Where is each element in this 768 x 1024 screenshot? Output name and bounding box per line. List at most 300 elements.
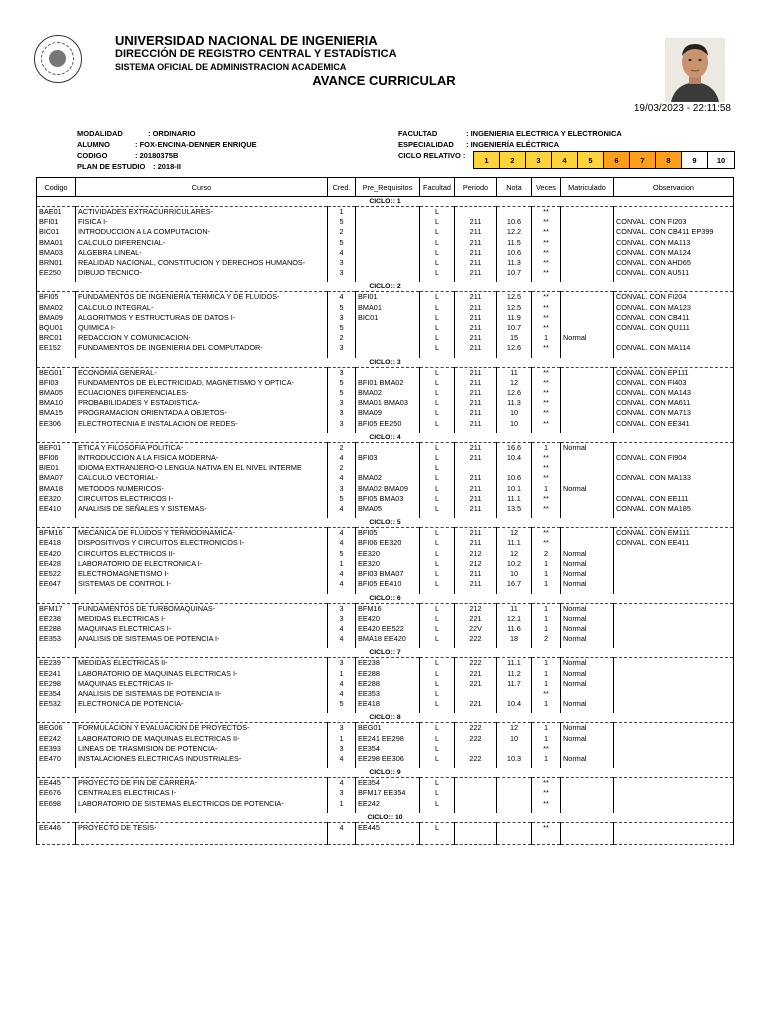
table-row (37, 398, 734, 408)
table-cell: Normal (561, 442, 614, 453)
table-cell (561, 292, 614, 303)
column-header: Nota (497, 178, 532, 197)
table-cell: 222 (455, 634, 497, 644)
table-cell: ** (532, 292, 561, 303)
table-cell: 212 (455, 603, 497, 614)
table-cell: 3 (328, 343, 356, 353)
table-cell (455, 822, 497, 833)
table-cell: BFI05 (37, 292, 76, 303)
table-cell (455, 799, 497, 809)
table-cell: BRN01 (37, 258, 76, 268)
table-cell: 4 (328, 453, 356, 463)
table-cell (614, 207, 734, 218)
student-photo (665, 38, 725, 102)
table-cell: ** (532, 463, 561, 473)
table-cell: ** (532, 788, 561, 798)
ciclo-relativo-label: CICLO RELATIVO : (398, 151, 466, 160)
table-cell: 3 (328, 268, 356, 278)
table-cell: EE647 (37, 579, 76, 589)
table-cell: 4 (328, 569, 356, 579)
table-cell: EE676 (37, 788, 76, 798)
table-cell: 3 (328, 398, 356, 408)
table-cell: LINEAS DE TRASMISION DE POTENCIA- (76, 744, 328, 754)
table-cell: PROGRAMACION ORIENTADA A OBJETOS- (76, 408, 328, 418)
table-cell: BMA18 (37, 484, 76, 494)
table-cell: BEF01 (37, 442, 76, 453)
table-cell: 3 (328, 744, 356, 754)
codigo-value: : 20180375B (135, 151, 179, 160)
table-cell (561, 313, 614, 323)
table-cell: Normal (561, 569, 614, 579)
table-cell: L (420, 303, 455, 313)
table-cell (614, 624, 734, 634)
curriculum-table (36, 177, 734, 845)
table-cell: L (420, 788, 455, 798)
table-cell: BEG06 (37, 723, 76, 734)
table-cell: BMA07 (37, 473, 76, 483)
cycle-box: 10 (708, 152, 734, 168)
table-cell (497, 778, 532, 789)
table-cell: 11 (497, 367, 532, 378)
table-cell: L (420, 419, 455, 429)
table-cell: ANALISIS DE SISTEMAS DE POTENCIA I- (76, 634, 328, 644)
table-cell: 12 (497, 549, 532, 559)
table-row (37, 679, 734, 689)
table-cell: L (420, 388, 455, 398)
table-cell (614, 723, 734, 734)
table-cell: ALGORITMOS Y ESTRUCTURAS DE DATOS I- (76, 313, 328, 323)
table-cell: Normal (561, 679, 614, 689)
table-cell: 1 (532, 699, 561, 709)
table-cell: ** (532, 303, 561, 313)
table-cell: BMA02 (356, 388, 420, 398)
table-cell: 11.1 (497, 538, 532, 548)
table-cell (614, 569, 734, 579)
table-cell: CONVAL. CON MA114 (614, 343, 734, 353)
table-cell (614, 822, 734, 833)
cycle-box: 6 (604, 152, 630, 168)
table-cell: 211 (455, 473, 497, 483)
table-cell: EE320 (356, 549, 420, 559)
table-cell: ** (532, 453, 561, 463)
table-cell: REALIDAD NACIONAL, CONSTITUCION Y DERECHOS HUMANOS- (76, 258, 328, 268)
table-cell (356, 227, 420, 237)
cycle-progress-bar (473, 151, 735, 169)
table-cell: EE420 (37, 549, 76, 559)
table-cell: EE238 (37, 614, 76, 624)
table-cell: L (420, 734, 455, 744)
table-cell: BFI03 (37, 378, 76, 388)
table-cell: CONVAL. CON MA133 (614, 473, 734, 483)
table-cell: 10.4 (497, 453, 532, 463)
table-cell: CALCULO DIFERENCIAL- (76, 238, 328, 248)
table-cell: 10 (497, 419, 532, 429)
table-cell: MAQUINAS ELECTRICAS II- (76, 679, 328, 689)
table-cell: 11.2 (497, 669, 532, 679)
cycle-label: CICLO:: 8 (37, 713, 734, 723)
table-cell: ** (532, 388, 561, 398)
column-header: Observacion (614, 178, 734, 197)
university-name: UNIVERSIDAD NACIONAL DE INGENIERIA (115, 33, 378, 48)
table-cell (561, 419, 614, 429)
table-cell (561, 378, 614, 388)
table-cell (614, 614, 734, 624)
table-cell: EE393 (37, 744, 76, 754)
table-cell: L (420, 744, 455, 754)
table-cell: 12 (497, 723, 532, 734)
table-cell: L (420, 408, 455, 418)
table-cell: Normal (561, 549, 614, 559)
table-cell (455, 778, 497, 789)
table-cell: 16.6 (497, 442, 532, 453)
table-cell: 11.3 (497, 398, 532, 408)
table-cell: 3 (328, 258, 356, 268)
table-cell: L (420, 679, 455, 689)
table-cell: L (420, 484, 455, 494)
table-cell: 211 (455, 367, 497, 378)
table-cell: ** (532, 538, 561, 548)
table-cell: ** (532, 248, 561, 258)
table-cell: ** (532, 227, 561, 237)
table-cell: CONVAL. CON EE411 (614, 538, 734, 548)
table-cell: FUNDAMENTOS DE ELECTRICIDAD, MAGNETISMO Y OPTICA- (76, 378, 328, 388)
table-cell: L (420, 494, 455, 504)
table-cell: 1 (532, 658, 561, 669)
table-cell: 13.5 (497, 504, 532, 514)
table-cell: 18 (497, 634, 532, 644)
table-cell: BMA01 (356, 303, 420, 313)
table-cell: BFI03 BMA07 (356, 569, 420, 579)
table-cell (561, 778, 614, 789)
table-cell (455, 788, 497, 798)
table-cell: EE354 (356, 778, 420, 789)
table-cell (614, 679, 734, 689)
table-cell: 12.6 (497, 388, 532, 398)
table-cell: ETICA Y FILOSOFIA POLITICA- (76, 442, 328, 453)
table-cell (561, 528, 614, 539)
table-row (37, 419, 734, 429)
cycle-separator (37, 813, 734, 823)
table-cell: Normal (561, 734, 614, 744)
table-cell: L (420, 238, 455, 248)
table-cell: ** (532, 378, 561, 388)
table-cell: EE428 (37, 559, 76, 569)
table-cell: Normal (561, 754, 614, 764)
table-cell: EE445 (37, 778, 76, 789)
table-cell: BFM16 (37, 528, 76, 539)
table-cell: ** (532, 268, 561, 278)
table-cell: EE354 (37, 689, 76, 699)
table-cell: EE353 (37, 634, 76, 644)
table-cell: 4 (328, 504, 356, 514)
table-cell: 2 (328, 442, 356, 453)
table-cell: CONVAL. CON MA713 (614, 408, 734, 418)
table-cell: 11.3 (497, 258, 532, 268)
table-row (37, 217, 734, 227)
table-cell: 1 (532, 723, 561, 734)
table-cell: ** (532, 822, 561, 833)
table-cell: 4 (328, 538, 356, 548)
facultad-value: : INGENIERIA ELECTRICA Y ELECTRONICA (466, 129, 622, 138)
table-cell: PROYECTO DE TESIS- (76, 822, 328, 833)
table-cell: CIRCUITOS ELECTRICOS II- (76, 549, 328, 559)
table-cell: 11 (497, 603, 532, 614)
table-cell: CONVAL. CON MA124 (614, 248, 734, 258)
table-cell (561, 258, 614, 268)
table-cell: 211 (455, 494, 497, 504)
table-cell: L (420, 504, 455, 514)
table-cell: L (420, 699, 455, 709)
table-cell (561, 453, 614, 463)
table-cell: 11.6 (497, 624, 532, 634)
table-cell: 212 (455, 559, 497, 569)
table-cell: CONVAL. CON AU511 (614, 268, 734, 278)
table-cell: BFI05 BMA03 (356, 494, 420, 504)
table-cell: 211 (455, 569, 497, 579)
table-cell: FUNDAMENTOS DE TURBOMAQUINAS- (76, 603, 328, 614)
table-cell: INTRODUCCION A LA COMPUTACION- (76, 227, 328, 237)
table-row (37, 248, 734, 258)
table-cell: BFI01 (356, 292, 420, 303)
cycle-box: 1 (474, 152, 500, 168)
table-cell (561, 227, 614, 237)
facultad-label: FACULTAD (398, 129, 438, 138)
table-cell: BMA02 (356, 473, 420, 483)
table-row (37, 744, 734, 754)
table-cell: 211 (455, 579, 497, 589)
table-cell: 1 (532, 614, 561, 624)
table-cell: 211 (455, 227, 497, 237)
table-cell: 11.5 (497, 238, 532, 248)
column-header: Curso (76, 178, 328, 197)
table-row (37, 207, 734, 218)
table-cell: EE420 (356, 614, 420, 624)
cycle-separator (37, 648, 734, 658)
cycle-label: CICLO:: 4 (37, 433, 734, 443)
table-cell: 221 (455, 614, 497, 624)
table-cell: L (420, 538, 455, 548)
table-cell: MECANICA DE FLUIDOS Y TERMODINAMICA- (76, 528, 328, 539)
table-cell (614, 778, 734, 789)
table-cell: 12 (497, 378, 532, 388)
table-cell: L (420, 754, 455, 764)
cycle-separator (37, 594, 734, 604)
table-cell: 15 (497, 333, 532, 343)
table-cell (356, 217, 420, 227)
table-row (37, 822, 734, 833)
table-cell: BMA05 (37, 388, 76, 398)
table-cell: BFI05 (356, 528, 420, 539)
table-cell: BMA01 BMA03 (356, 398, 420, 408)
table-cell: CONVAL. CON EE341 (614, 419, 734, 429)
table-cell (561, 367, 614, 378)
table-cell (614, 634, 734, 644)
table-cell: ** (532, 323, 561, 333)
table-cell (561, 822, 614, 833)
table-cell: BAE01 (37, 207, 76, 218)
table-cell: ** (532, 494, 561, 504)
table-row (37, 494, 734, 504)
table-cell: BMA09 (356, 408, 420, 418)
table-cell: 211 (455, 333, 497, 343)
table-cell: CONVAL. CON FI904 (614, 453, 734, 463)
codigo-label: CODIGO (77, 151, 108, 160)
table-cell: 211 (455, 484, 497, 494)
table-cell: 211 (455, 442, 497, 453)
table-cell: DIBUJO TECNICO- (76, 268, 328, 278)
table-row (37, 669, 734, 679)
table-cell: ELECTROTECNIA E INSTALACION DE REDES- (76, 419, 328, 429)
table-cell: 221 (455, 679, 497, 689)
table-cell: PROBABILIDADES Y ESTADISTICA- (76, 398, 328, 408)
table-cell: EE410 (37, 504, 76, 514)
table-cell: BMA09 (37, 313, 76, 323)
table-row (37, 689, 734, 699)
table-cell: MAQUINAS ELECTRICAS I- (76, 624, 328, 634)
table-row (37, 238, 734, 248)
table-cell: CONVAL. CON MA611 (614, 398, 734, 408)
table-cell: LABORATORIO DE MAQUINAS ELECTRICAS II- (76, 734, 328, 744)
table-cell (561, 217, 614, 227)
table-row (37, 313, 734, 323)
table-cell: 3 (328, 658, 356, 669)
table-cell: L (420, 217, 455, 227)
table-row (37, 333, 734, 343)
table-cell: 3 (328, 614, 356, 624)
table-cell: 222 (455, 723, 497, 734)
table-cell: BMA18 EE420 (356, 634, 420, 644)
table-cell: L (420, 323, 455, 333)
cycle-label: CICLO:: 1 (37, 197, 734, 207)
table-cell: L (420, 292, 455, 303)
table-cell: FUNDAMENTOS DE INGENIERIA DEL COMPUTADOR- (76, 343, 328, 353)
table-cell: 211 (455, 248, 497, 258)
table-cell: 3 (328, 367, 356, 378)
table-cell: Normal (561, 603, 614, 614)
plan-label: PLAN DE ESTUDIO (77, 162, 146, 171)
table-cell (614, 603, 734, 614)
table-cell: ** (532, 367, 561, 378)
table-cell: 12.5 (497, 292, 532, 303)
table-cell: L (420, 579, 455, 589)
table-cell: CONVAL. CON EM111 (614, 528, 734, 539)
table-cell: L (420, 658, 455, 669)
table-cell: 212 (455, 549, 497, 559)
table-cell: 4 (328, 624, 356, 634)
table-cell (561, 689, 614, 699)
table-row (37, 723, 734, 734)
table-cell: L (420, 822, 455, 833)
table-row (37, 378, 734, 388)
table-cell: 5 (328, 699, 356, 709)
table-cell: Normal (561, 669, 614, 679)
table-cell: CONVAL. CON MA185 (614, 504, 734, 514)
cycle-label: CICLO:: 3 (37, 358, 734, 368)
table-row (37, 603, 734, 614)
table-cell: EE532 (37, 699, 76, 709)
table-cell (497, 689, 532, 699)
table-cell: EE306 (37, 419, 76, 429)
table-cell: 11.1 (497, 494, 532, 504)
table-cell: 1 (532, 603, 561, 614)
table-cell (614, 799, 734, 809)
table-cell: BFM17 EE354 (356, 788, 420, 798)
table-cell: 4 (328, 778, 356, 789)
table-cell: CONVAL. CON MA123 (614, 303, 734, 313)
table-cell: 3 (328, 313, 356, 323)
table-cell (561, 303, 614, 313)
table-cell: ANALISIS DE SISTEMAS DE POTENCIA II- (76, 689, 328, 699)
table-cell: BMA05 (356, 504, 420, 514)
table-cell: EE288 (356, 679, 420, 689)
table-cell (614, 549, 734, 559)
table-cell: ** (532, 473, 561, 483)
table-cell: 1 (532, 624, 561, 634)
table-cell: 10.1 (497, 484, 532, 494)
table-cell: L (420, 669, 455, 679)
table-cell: 222 (455, 734, 497, 744)
table-cell: BQU01 (37, 323, 76, 333)
table-cell: 221 (455, 699, 497, 709)
table-row (37, 754, 734, 764)
table-row (37, 473, 734, 483)
cycle-separator (37, 358, 734, 368)
cycle-box: 4 (552, 152, 578, 168)
cycle-separator (37, 433, 734, 443)
cycle-separator (37, 713, 734, 723)
table-cell: 10.2 (497, 559, 532, 569)
table-cell: 222 (455, 658, 497, 669)
cycle-box: 9 (682, 152, 708, 168)
table-cell: 12.6 (497, 343, 532, 353)
table-cell: 211 (455, 419, 497, 429)
table-cell: CONVAL. CON MA113 (614, 238, 734, 248)
table-cell: 211 (455, 504, 497, 514)
cycle-label: CICLO:: 2 (37, 282, 734, 292)
table-cell: L (420, 778, 455, 789)
table-row (37, 658, 734, 669)
table-cell: ACTIVIDADES EXTRACURRICULARES- (76, 207, 328, 218)
table-cell: 1 (532, 579, 561, 589)
table-cell: 1 (532, 669, 561, 679)
table-cell: 1 (532, 559, 561, 569)
table-cell: CONVAL. CON CB411 EP399 (614, 227, 734, 237)
cycle-box: 5 (578, 152, 604, 168)
table-cell: EE250 (37, 268, 76, 278)
table-cell: L (420, 313, 455, 323)
table-cell: EE320 (356, 559, 420, 569)
table-row (37, 538, 734, 548)
table-cell (497, 822, 532, 833)
table-cell (356, 323, 420, 333)
office-name: DIRECCIÓN DE REGISTRO CENTRAL Y ESTADÍSTICA (115, 48, 397, 60)
table-cell: BEG01 (356, 723, 420, 734)
table-cell: 4 (328, 689, 356, 699)
table-cell (614, 754, 734, 764)
table-cell: 211 (455, 453, 497, 463)
table-cell: CONVAL. CON QU111 (614, 323, 734, 333)
table-cell: 4 (328, 754, 356, 764)
table-cell: EE353 (356, 689, 420, 699)
table-row (37, 624, 734, 634)
table-cell: 2 (532, 549, 561, 559)
cycle-separator (37, 518, 734, 528)
table-cell (356, 207, 420, 218)
table-cell: EE420 EE522 (356, 624, 420, 634)
table-cell: L (420, 227, 455, 237)
table-cell: 4 (328, 292, 356, 303)
table-row (37, 227, 734, 237)
